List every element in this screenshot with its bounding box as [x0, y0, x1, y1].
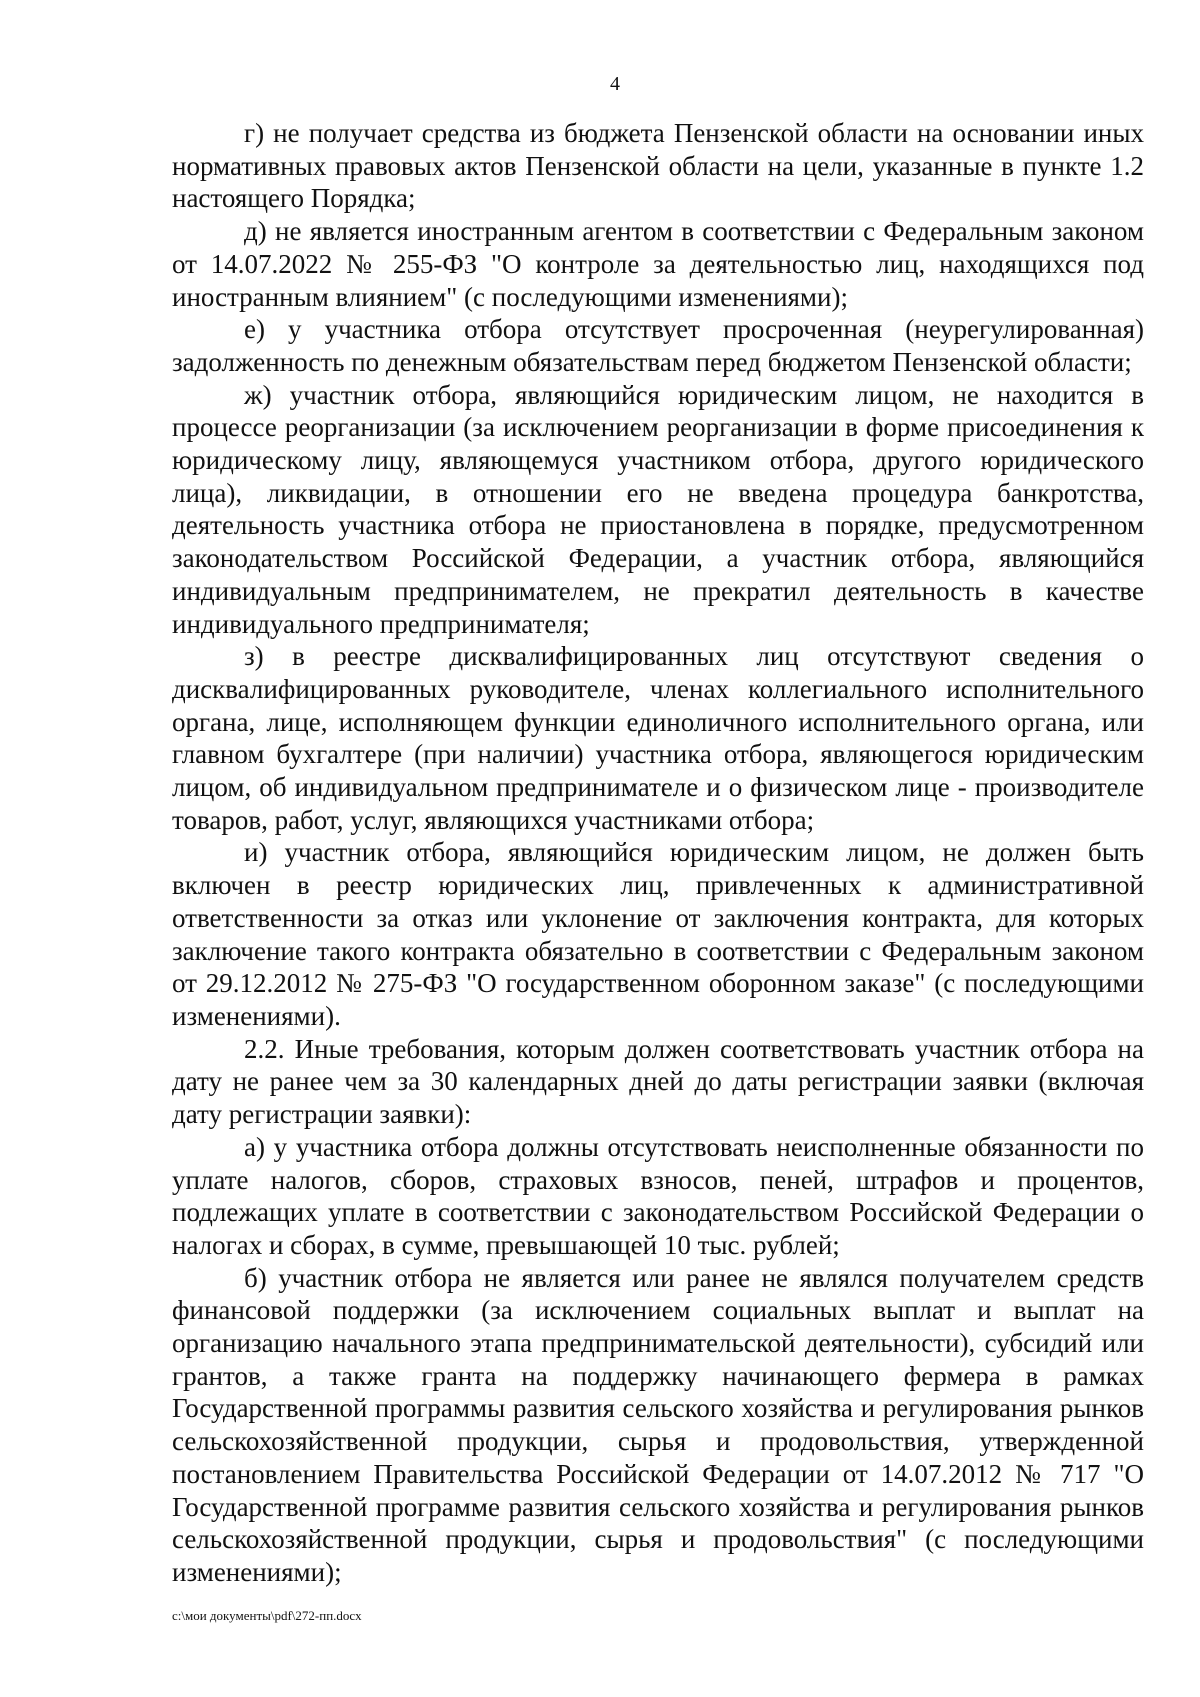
paragraph-b: б) участник отбора не является или ранее не являлся получателем средств финансовой поддержки (за исключением социальных выплат и выплат на организацию начального этапа предпринимательской деятельности), субсидий или грантов, а также гранта на поддержку начинающего фермера в рамках Государственной программы развития сельского хозяйства и регулирования рынков сельскохозяйственной продукции, сырья и продовольствия, утвержденной постановлением Правительства Российской Федерации от 14.07.2012 № 717 "О Государственной программе развития сельского хозяйства и регулирования рынков сельскохозяйственной продукции, сырья и продовольствия" (с последующими изменениями); — [172, 1262, 1144, 1587]
document-body — [172, 117, 1144, 1589]
footer-file-path: c:\мои документы\pdf\272-пп.docx — [172, 1608, 362, 1623]
paragraph-i: и) участник отбора, являющийся юридическим лицом, не должен быть включен в реестр юридических лиц, привлеченных к административной ответственности за отказ или уклонение от заключения контракта, для которых заключение такого контракта обязательно в соответствии с Федеральным законом от 29.12.2012 № 275-ФЗ "О государственном оборонном заказе" (с последующими изменениями). — [172, 837, 1144, 1031]
paragraph-a: а) у участника отбора должны отсутствовать неисполненные обязанности по уплате налогов, сборов, страховых взносов, пеней, штрафов и процентов, подлежащих уплате в соответствии с законодательством Российской Федерации о налогах и сборах, в сумме, превышающей 10 тыс. рублей; — [172, 1131, 1144, 1260]
paragraph-z: з) в реестре дисквалифицированных лиц отсутствуют сведения о дисквалифицированных руководителе, членах коллегиального исполнительного органа, лице, исполняющем функции единоличного исполнительного органа, или главном бухгалтере (при наличии) участника отбора, являющегося юридическим лицом, об индивидуальном предпринимателе и о физическом лице - производителе товаров, работ, услуг, являющихся участниками отбора; — [172, 641, 1144, 835]
page-number: 4 — [610, 73, 620, 95]
paragraph-g: г) не получает средства из бюджета Пензенской области на основании иных нормативных правовых актов Пензенской области на цели, указанные в пункте 1.2 настоящего Порядка; — [172, 118, 1144, 214]
paragraph-e: е) у участника отбора отсутствует просроченная (неурегулированная) задолженность по денежным обязательствам перед бюджетом Пензенской области; — [172, 314, 1144, 377]
paragraph-d: д) не является иностранным агентом в соответствии с Федеральным законом от 14.07.2022 № 255-ФЗ "О контроле за деятельностью лиц, находящихся под иностранным влиянием" (с последующими изменениями); — [172, 216, 1144, 312]
section-2-2: 2.2. Иные требования, которым должен соответствовать участник отбора на дату не ранее чем за 30 календарных дней до даты регистрации заявки (включая дату регистрации заявки): — [172, 1033, 1144, 1130]
paragraph-zh: ж) участник отбора, являющийся юридическим лицом, не находится в процессе реорганизации (за исключением реорганизации в форме присоединения к юридическому лицу, являющемуся участником отбора, другого юридического лица), ликвидации, в отношении его не введена процедура банкротства, деятельность участника отбора не приостановлена в порядке, предусмотренном законодательством Российской Федерации, а участник отбора, являющийся индивидуальным предпринимателем, не прекратил деятельность в качестве индивидуального предпринимателя; — [172, 379, 1144, 639]
